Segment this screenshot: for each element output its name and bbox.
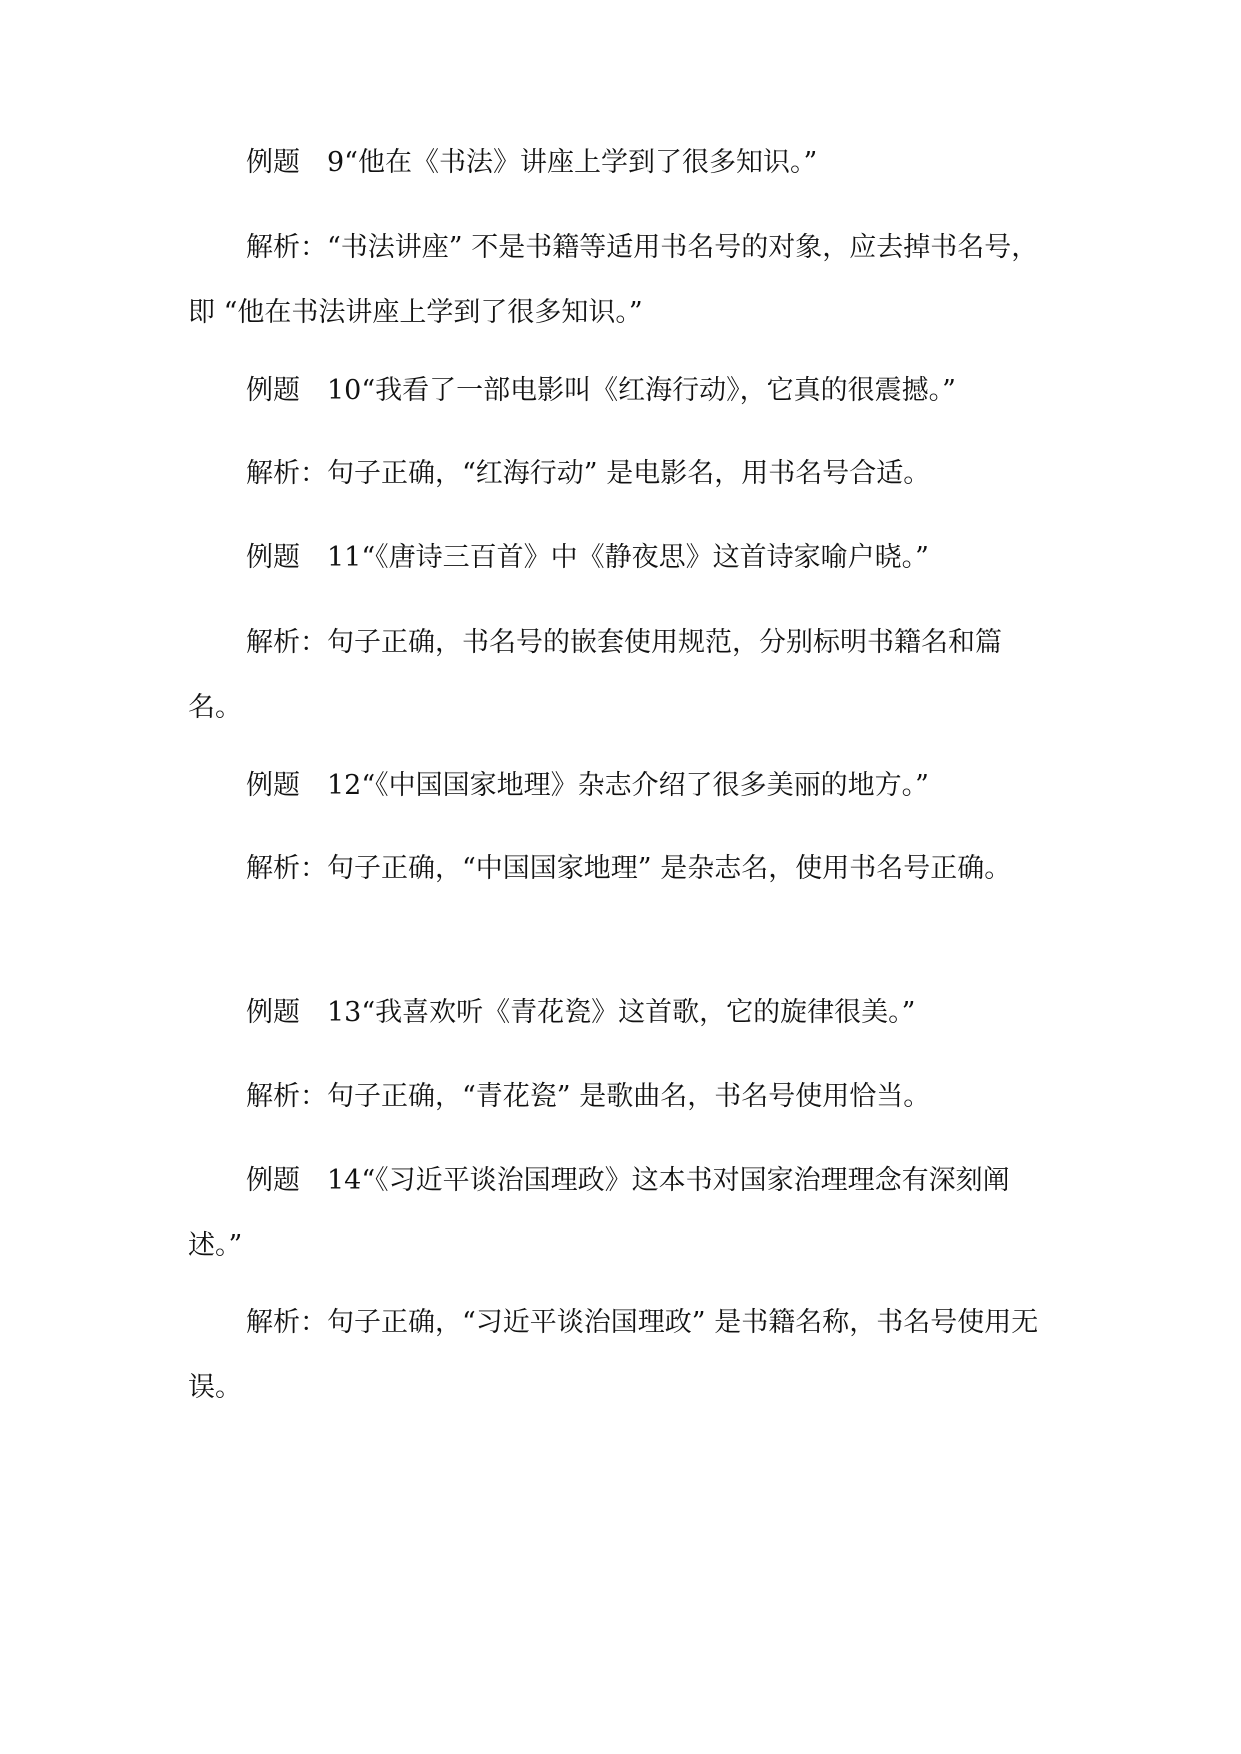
example-12-paragraph: 例题 12“《中国国家地理》杂志介绍了很多美丽的地方。” — [246, 770, 929, 801]
analysis-13-paragraph: 解析：句子正确，“青花瓷” 是歌曲名，书名号使用恰当。 — [246, 1081, 931, 1112]
analysis-10-paragraph: 解析：句子正确，“红海行动” 是电影名，用书名号合适。 — [246, 458, 931, 489]
analysis-12-paragraph: 解析：句子正确，“中国国家地理” 是杂志名，使用书名号正确。 — [246, 853, 1012, 884]
analysis-14-paragraph: 解析：句子正确，“习近平谈治国理政” 是书籍名称，书名号使用无误。 — [188, 1307, 1039, 1403]
analysis-9-paragraph: 解析：“书法讲座” 不是书籍等适用书名号的对象，应去掉书名号，即 “他在书法讲座上学到了很多知识。” — [188, 232, 1039, 328]
example-11-paragraph: 例题 11“《唐诗三百首》中《静夜思》这首诗家喻户晓。” — [246, 542, 929, 573]
example-9-paragraph: 例题 9“他在《书法》讲座上学到了很多知识。” — [246, 147, 818, 178]
example-10-paragraph: 例题 10“我看了一部电影叫《红海行动》，它真的很震撼。” — [246, 375, 956, 406]
example-13-paragraph: 例题 13“我喜欢听《青花瓷》这首歌，它的旋律很美。” — [246, 997, 916, 1028]
analysis-11-paragraph: 解析：句子正确，书名号的嵌套使用规范，分别标明书籍名和篇名。 — [188, 627, 1002, 723]
example-14-paragraph: 例题 14“《习近平谈治国理政》这本书对国家治理理念有深刻阐述。” — [188, 1165, 1010, 1261]
